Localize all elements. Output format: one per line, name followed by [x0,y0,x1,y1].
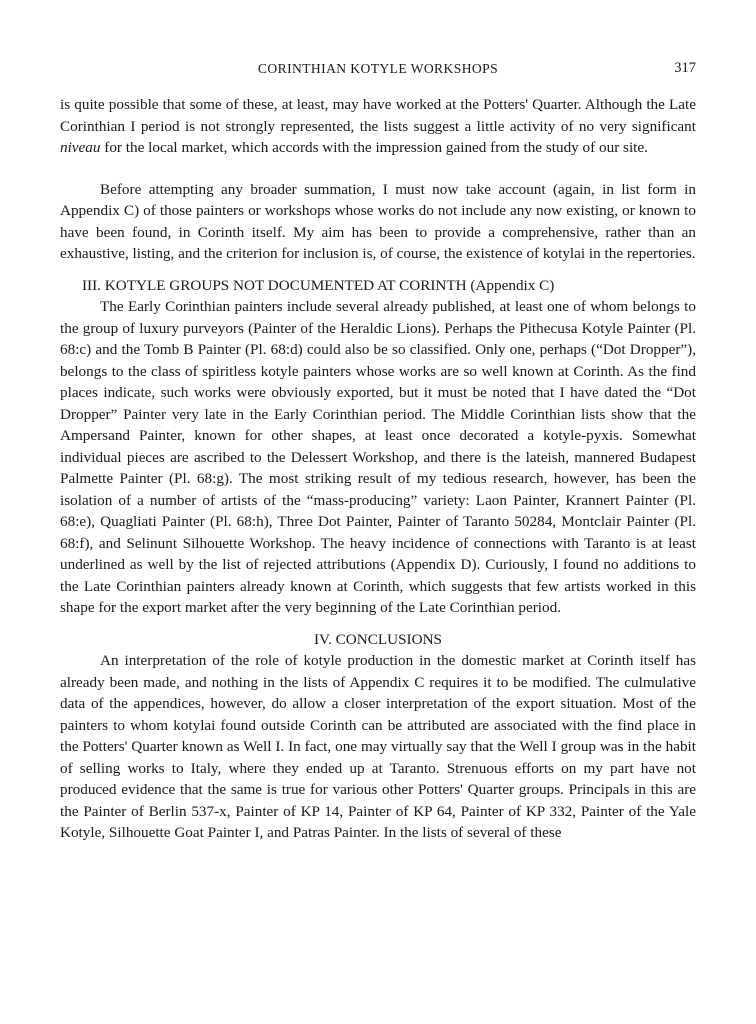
running-head [60,56,696,80]
section-heading-iii: III. KOTYLE GROUPS NOT DOCUMENTED AT CORINTH (Appendix C) [82,276,555,294]
paragraph-summation: Before attempting any broader summation, I must now take account (again, in list form in Appendix C) of those painters or workshops whose works do not include any now existing, or known to have been found, in Corinth itself. My aim has been to provide a comprehensive, rather than an exhaustive, listing, and the criterion for inclusion is, of course, the existence of kotylai in the repertories. [60,180,696,262]
document-page [60,56,696,844]
paragraph-conclusions: An interpretation of the role of kotyle production in the domestic market at Corinth itself has already been made, and nothing in the lists of Appendix C requires it to be modified. The culmulative data of the appendices, however, do allow a closer interpretation of the export situation. Most of the painters to whom kotylai found outside Corinth can be attributed are associated with the find place in the Potters' Quarter known as Well I. In fact, one may virtually say that the Well I group was in the habit of selling works to Italy, where they ended up at Taranto. Strenuous efforts on my part have not produced evidence that the same is true for various other Potters' Quarter groups. Principals in this are the Painter of Berlin 537-x, Painter of KP 14, Painter of KP 64, Painter of KP 332, Painter of the Yale Kotyle, Silhouette Goat Painter I, and Patras Painter. In the lists of several of these [60,652,696,841]
section-heading-iv: IV. CONCLUSIONS [314,630,442,648]
page-number: 317 [674,60,696,76]
paragraph-text: for the local market, which accords with the impression gained from the study of our site. [100,139,648,156]
italic-term: niveau [60,139,101,156]
running-title: CORINTHIAN KOTYLE WORKSHOPS [257,61,499,76]
paragraph-kotyle-groups: The Early Corinthian painters include several already published, at least one of whom belongs to the group of luxury purveyors (Painter of the Heraldic Lions). Perhaps the Pithecusa Kotyle Painter (Pl. 68:c) and the Tomb B Painter (Pl. 68:d) could also be so classified. Only one, perhaps (“Dot Dropper”), belongs to the class of spiritless kotyle painters whose works are so well known at Corinth. As the find places indicate, such works were obviously exported, but it must be noted that I have dated the “Dot Dropper” Painter very late in the Early Corinthian period. The Middle Corinthian lists show that the Ampersand Painter, known for other shapes, at least once decorated a kotyle-pyxis. Somewhat individual pieces are ascribed to the Delessert Workshop, and there is the lateish, mannered Budapest Palmette Painter (Pl. 68:g). The most striking result of my tedious research, however, has been the isolation of a number of artists of the “mass-producing” variety: Laon Painter, Krannert Painter (Pl. 68:e), Quagliati Painter (Pl. 68:h), Three Dot Painter, Painter of Taranto 50284, Montclair Painter (Pl. 68:f), and Selinunt Silhouette Workshop. The heavy incidence of connections with Taranto is at least underlined as well by the list of rejected attributions (Appendix D). Curiously, I found no additions to the Late Corinthian painters already known at Corinth, which suggests that few artists worked in this shape for the export market after the very beginning of the Late Corinthian period. [60,298,696,616]
paragraph-text: is quite possible that some of these, at least, may have worked at the Potters' Quarter. Although the Late Corinthian I period is not strongly represented, the lists suggest a little activity of no very significant [60,96,696,135]
paragraph-continued [60,94,696,159]
